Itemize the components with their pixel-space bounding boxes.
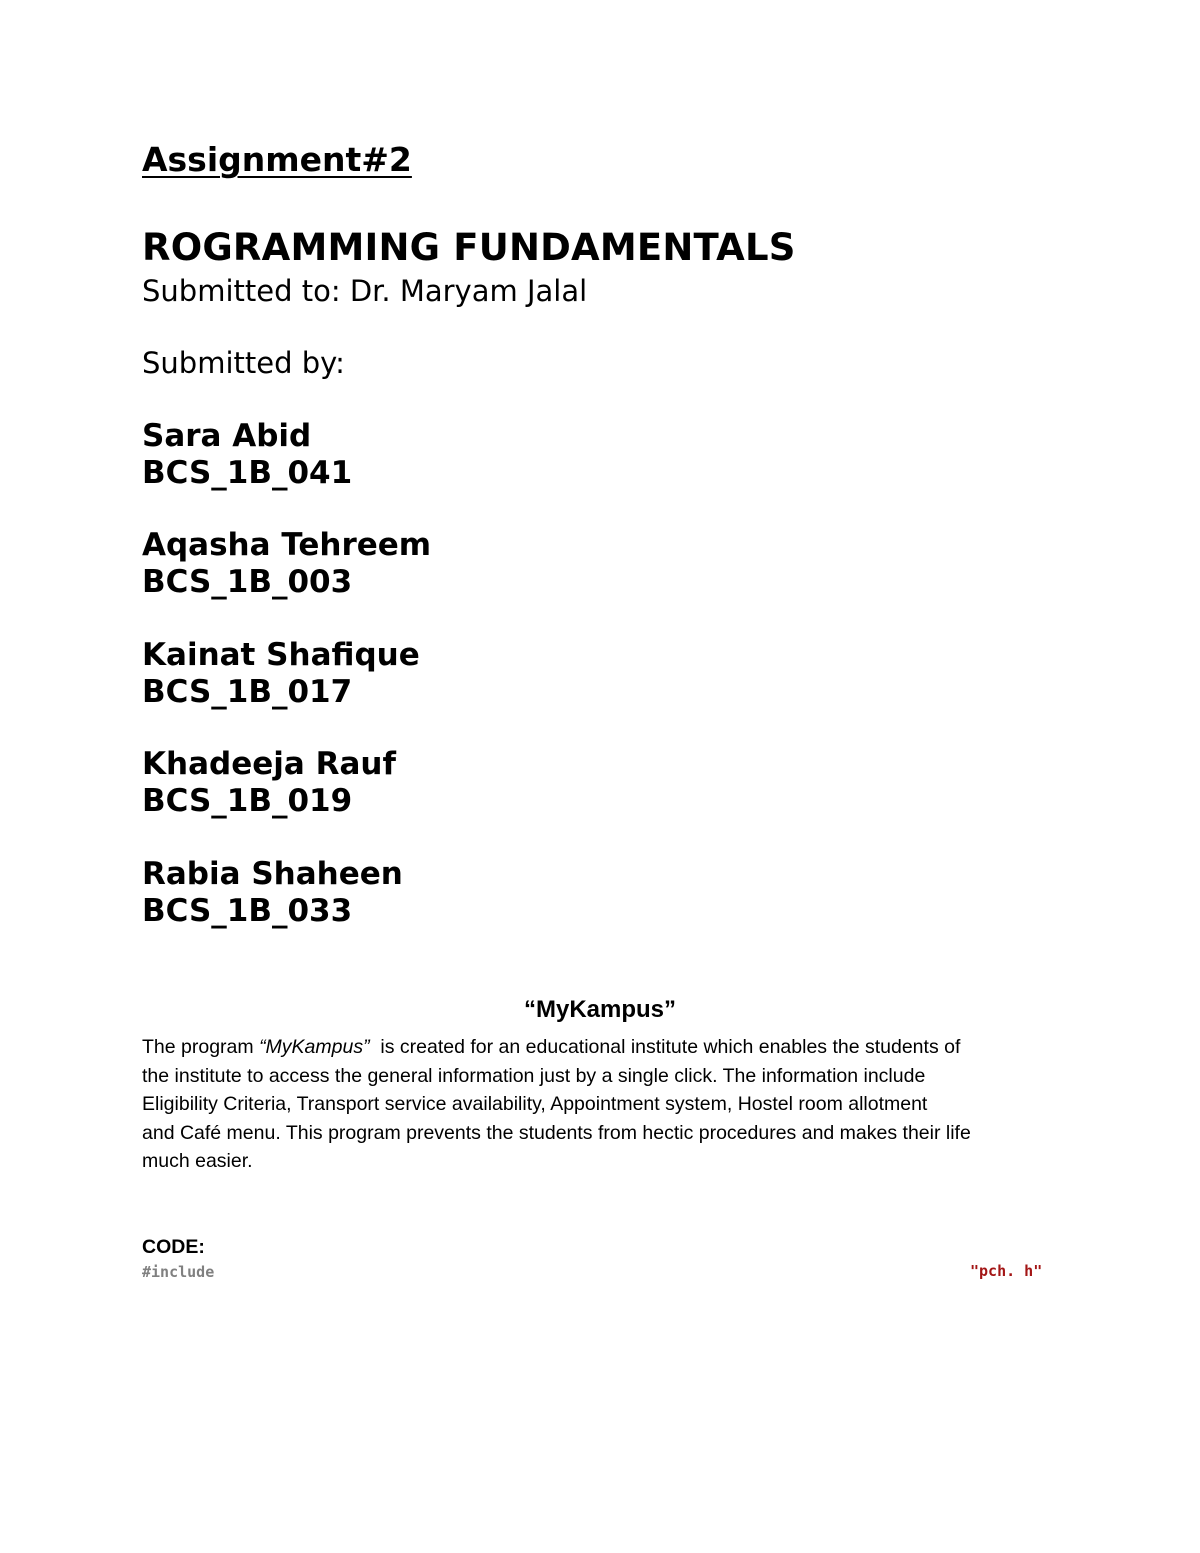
code-label: CODE: bbox=[142, 1236, 205, 1258]
member-name: Sara Abid bbox=[142, 418, 312, 454]
member-id: BCS_1B_041 bbox=[142, 455, 353, 491]
description-line: much easier. bbox=[142, 1150, 253, 1173]
description-text: is created for an educational institute which enables the students of bbox=[369, 1036, 961, 1058]
project-title: “MyKampus” bbox=[523, 996, 677, 1023]
member-name: Kainat Shafique bbox=[142, 637, 420, 673]
member-id: BCS_1B_003 bbox=[142, 564, 353, 600]
description-line: the institute to access the general information just by a single click. The information include bbox=[142, 1064, 926, 1087]
submitted-to: Submitted to: Dr. Maryam Jalal bbox=[142, 274, 588, 308]
project-description bbox=[142, 1033, 1072, 1176]
member-entry bbox=[142, 637, 420, 711]
assignment-title: Assignment#2 bbox=[142, 140, 412, 179]
submitted-by-label: Submitted by: bbox=[142, 346, 345, 380]
member-entry bbox=[142, 527, 431, 601]
description-line bbox=[142, 1033, 1072, 1062]
description-text: The program bbox=[142, 1036, 260, 1058]
member-entry bbox=[142, 418, 352, 492]
code-include-directive: #include bbox=[142, 1263, 215, 1281]
program-name-italic: “MyKampus” bbox=[259, 1036, 370, 1058]
member-name: Khadeeja Rauf bbox=[142, 746, 396, 782]
member-name: Aqasha Tehreem bbox=[142, 527, 432, 563]
member-id: BCS_1B_033 bbox=[142, 893, 353, 929]
course-title: ROGRAMMING FUNDAMENTALS bbox=[142, 226, 796, 269]
member-id: BCS_1B_017 bbox=[142, 674, 353, 710]
member-entry bbox=[142, 856, 403, 930]
member-entry bbox=[142, 746, 396, 820]
description-line: and Café menu. This program prevents the students from hectic procedures and makes their life bbox=[142, 1121, 971, 1144]
description-line: Eligibility Criteria, Transport service availability, Appointment system, Hostel room allotment bbox=[142, 1093, 928, 1116]
member-id: BCS_1B_019 bbox=[142, 783, 353, 819]
code-header-file: "pch. h" bbox=[970, 1262, 1043, 1280]
member-name: Rabia Shaheen bbox=[142, 856, 403, 892]
